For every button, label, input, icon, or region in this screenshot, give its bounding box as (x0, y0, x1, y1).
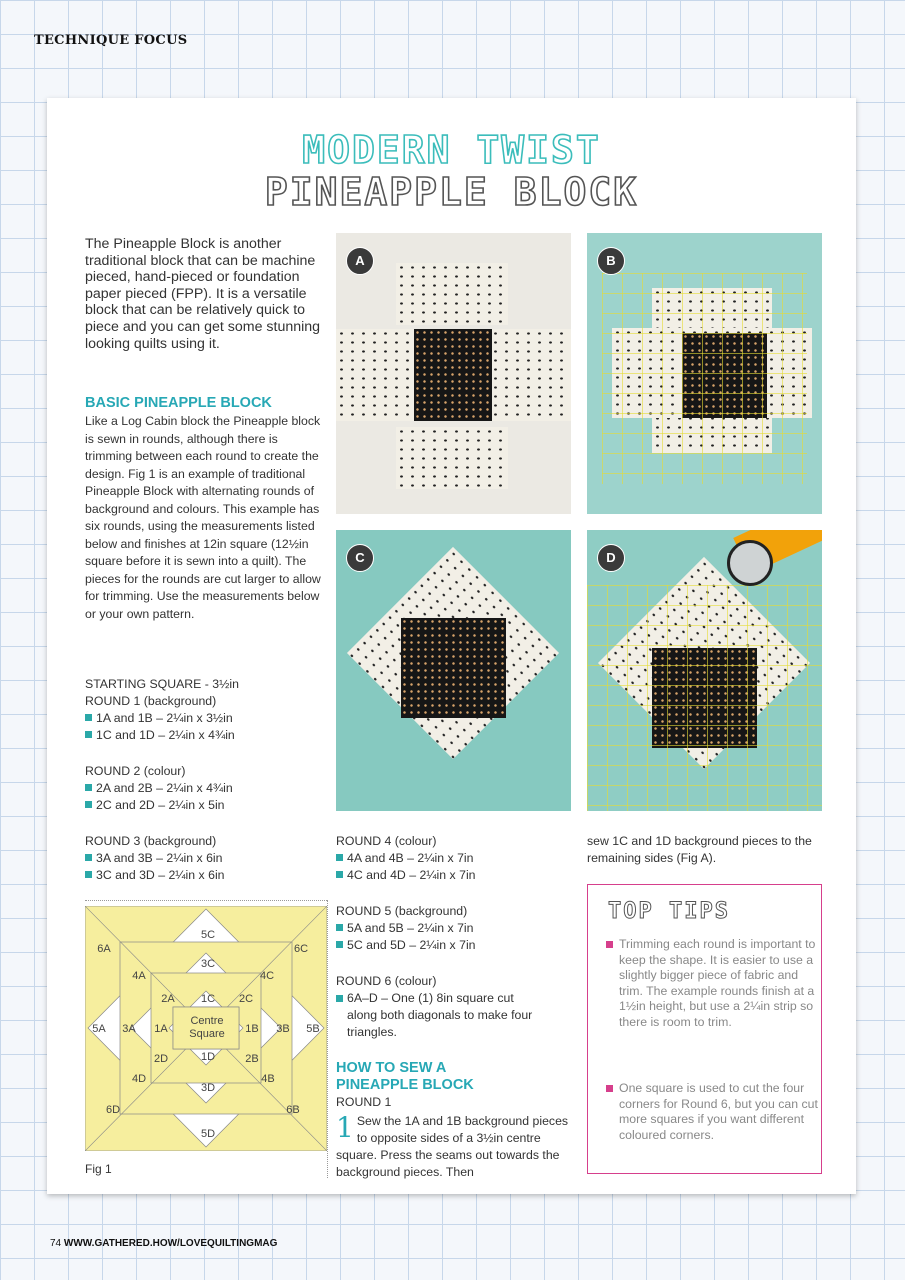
list-item: 3A and 3B – 2¼in x 6in (85, 850, 225, 867)
divider (85, 900, 327, 901)
list-item: 2A and 2B – 2¼in x 4¾in (85, 780, 233, 797)
list-item: 1A and 1B – 2¼in x 3½in (85, 710, 239, 727)
fig-label-5C: 5C (200, 929, 216, 941)
list-item: 4C and 4D – 2¼in x 7in (336, 867, 476, 884)
fig-label-centre2: Square (189, 1028, 225, 1040)
fig-label-6D: 6D (105, 1104, 121, 1116)
dropcap: 1 (336, 1111, 354, 1144)
measurements-round6 (336, 973, 536, 1041)
round1-label: ROUND 1 (background) (85, 694, 217, 708)
list-item: 6A–D – One (1) 8in square cut along both diagonals to make four triangles. (336, 990, 536, 1041)
fig1-diagram (85, 906, 327, 1151)
fig-label-6C: 6C (293, 943, 309, 955)
round4-label: ROUND 4 (colour) (336, 834, 437, 848)
fig-label-1D: 1D (200, 1051, 216, 1063)
fig-label-5B: 5B (306, 1023, 320, 1035)
photo-badge-b: B (597, 247, 625, 275)
fig-label-3B: 3B (276, 1023, 290, 1035)
fig-label-4B: 4B (261, 1073, 275, 1085)
photo-d (587, 530, 822, 811)
measurements-round4 (336, 833, 476, 884)
round5-label: ROUND 5 (background) (336, 904, 468, 918)
fig-label-5D: 5D (200, 1128, 216, 1140)
round2-label: ROUND 2 (colour) (85, 764, 186, 778)
measurements-round1 (85, 676, 239, 744)
tip-item: One square is used to cut the four corners for Round 6, but you can cut more squares if you want different coloured corners. (606, 1081, 819, 1143)
article-title-line2: PINEAPPLE BLOCK (264, 170, 639, 214)
list-item: 5A and 5B – 2¼in x 7in (336, 920, 476, 937)
round6-label: ROUND 6 (colour) (336, 974, 437, 988)
top-tips-box (587, 884, 822, 1174)
fig-label-5A: 5A (92, 1023, 106, 1035)
photo-b (587, 233, 822, 514)
list-item: 1C and 1D – 2¼in x 4¾in (85, 727, 239, 744)
fig-label-1B: 1B (245, 1023, 259, 1035)
photo-badge-d: D (597, 544, 625, 572)
section-label: TECHNIQUE FOCUS (34, 33, 188, 48)
fig-label-6B: 6B (286, 1104, 300, 1116)
fig-label-3C: 3C (200, 958, 216, 970)
footer-url: WWW.GATHERED.HOW/LOVEQUILTINGMAG (63, 1238, 278, 1249)
round3-label: ROUND 3 (background) (85, 834, 217, 848)
fig-label-1A: 1A (154, 1023, 168, 1035)
fig-label-1C: 1C (200, 993, 216, 1005)
tips-title: TOP TIPS (608, 899, 730, 924)
fig-label-2D: 2D (153, 1053, 169, 1065)
divider (327, 900, 328, 1178)
article-title-line1: MODERN TWIST (302, 128, 601, 172)
list-item: 3C and 3D – 2¼in x 6in (85, 867, 225, 884)
intro-paragraph: The Pineapple Block is another traditional block that can be machine pieced, hand-pieced or foundation paper pieced (FPP). It is a versatile block that can be relatively quick to piece and you can get some stunning looking quilts using it. (85, 236, 321, 352)
fig-label-3A: 3A (122, 1023, 136, 1035)
fig-label-3D: 3D (200, 1082, 216, 1094)
fig-label-centre1: Centre (190, 1015, 224, 1027)
measurements-round3 (85, 833, 225, 884)
how-to-round-label: ROUND 1 (336, 1095, 392, 1109)
photo-badge-a: A (346, 247, 374, 275)
page-footer: 74 WWW.GATHERED.HOW/LOVEQUILTINGMAG (50, 1238, 278, 1249)
section-heading-how-to: HOW TO SEW A PINEAPPLE BLOCK (336, 1060, 474, 1093)
measurements-round5 (336, 903, 476, 954)
fig-caption: Fig 1 (85, 1162, 112, 1176)
fig-label-4D: 4D (131, 1073, 147, 1085)
starting-square: STARTING SQUARE - 3½in (85, 677, 239, 691)
fig-label-2B: 2B (245, 1053, 259, 1065)
fig-label-4A: 4A (132, 970, 146, 982)
photo-c (336, 530, 571, 811)
list-item: 5C and 5D – 2¼in x 7in (336, 937, 476, 954)
tip-item: Trimming each round is important to keep the shape. It is easier to use a slightly bigger piece of fabric and trim. The example rounds finish at a 1½in height, but use a 2¼in strip so there is room to trim. (606, 937, 819, 1030)
fig-label-2C: 2C (238, 993, 254, 1005)
photo-badge-c: C (346, 544, 374, 572)
section-heading-basic: BASIC PINEAPPLE BLOCK (85, 395, 272, 411)
fig-label-2A: 2A (161, 993, 175, 1005)
how-to-continued: sew 1C and 1D background pieces to the remaining sides (Fig A). (587, 834, 812, 865)
article-card (47, 98, 856, 1194)
photo-a (336, 233, 571, 514)
how-to-body: 1 Sew the 1A and 1B background pieces to opposite sides of a 3½in centre square. Press the seams out towards the background pieces. Then (336, 1111, 569, 1179)
section-body-basic: Like a Log Cabin block the Pineapple block is sewn in rounds, although there is trimming between each round to create the design. Fig 1 is an example of traditional Pineapple Block with alternating rounds of background and colours. This example has six rounds, using the measurements listed below and finishes at 12in square (12½in square before it is sewn into a quilt). The pieces for the rounds are cut larger to allow for trimming. Use the measurements below or your own pattern. (85, 414, 321, 621)
list-item: 2C and 2D – 2¼in x 5in (85, 797, 233, 814)
list-item: 4A and 4B – 2¼in x 7in (336, 850, 476, 867)
fig-label-6A: 6A (97, 943, 111, 955)
measurements-round2 (85, 763, 233, 814)
fig-label-4C: 4C (259, 970, 275, 982)
